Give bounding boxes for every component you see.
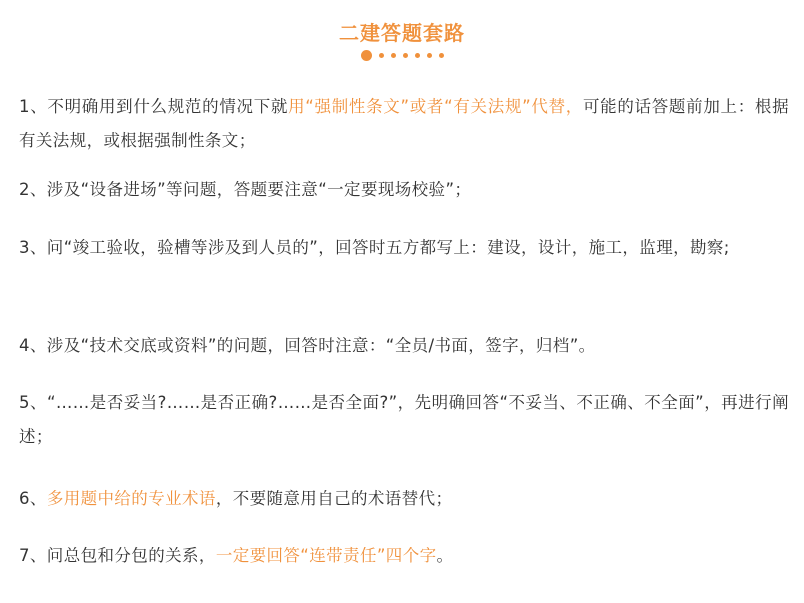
tip-text: 1、不明确用到什么规范的情况下就: [19, 97, 289, 116]
dot-icon: [415, 53, 420, 58]
title-dots-divider: [0, 50, 804, 61]
tip-item-4: [19, 329, 789, 363]
dot-icon: [379, 53, 384, 58]
tip-item-3: [19, 231, 789, 265]
tip-text: 。: [436, 546, 454, 565]
tip-highlight: 多用题中给的专业术语: [46, 489, 216, 508]
tip-text: 可能的话答题前加上：根据有关法规，或根据强制性条文；: [19, 97, 789, 150]
tip-highlight: 用“强制性条文”或者“有关法规”代替，: [288, 97, 583, 116]
tip-text: 7、问总包和分包的关系，: [19, 546, 216, 565]
dot-icon: [427, 53, 432, 58]
tip-text: 4、涉及“技术交底或资料”的问题，回答时注意：“全员/书面，签字，归档”。: [19, 336, 596, 355]
dot-icon: [361, 50, 372, 61]
tip-text: 2、涉及“设备进场”等问题，答题要注意“一定要现场校验”；: [19, 180, 472, 199]
tip-text: 6、: [19, 489, 47, 508]
dot-icon: [439, 53, 444, 58]
dot-icon: [403, 53, 408, 58]
page-title: 二建答题套路: [339, 21, 465, 45]
tip-item-1: [19, 90, 789, 158]
tip-item-5: [19, 386, 789, 454]
tip-item-7: [19, 539, 789, 573]
tip-item-6: [19, 482, 789, 516]
tip-item-2: [19, 173, 789, 207]
dot-icon: [391, 53, 396, 58]
tip-text: ，不要随意用自己的术语替代；: [215, 489, 453, 508]
tip-text: 5、“……是否妥当?……是否正确?……是否全面?”，先明确回答“不妥当、不正确、不全面”，再进行阐述；: [19, 393, 789, 446]
tip-text: 3、问“竣工验收，验槽等涉及到人员的”，回答时五方都写上：建设，设计，施工，监理，勘察;: [19, 238, 730, 257]
tip-highlight: 一定要回答“连带责任”四个字: [215, 546, 437, 565]
